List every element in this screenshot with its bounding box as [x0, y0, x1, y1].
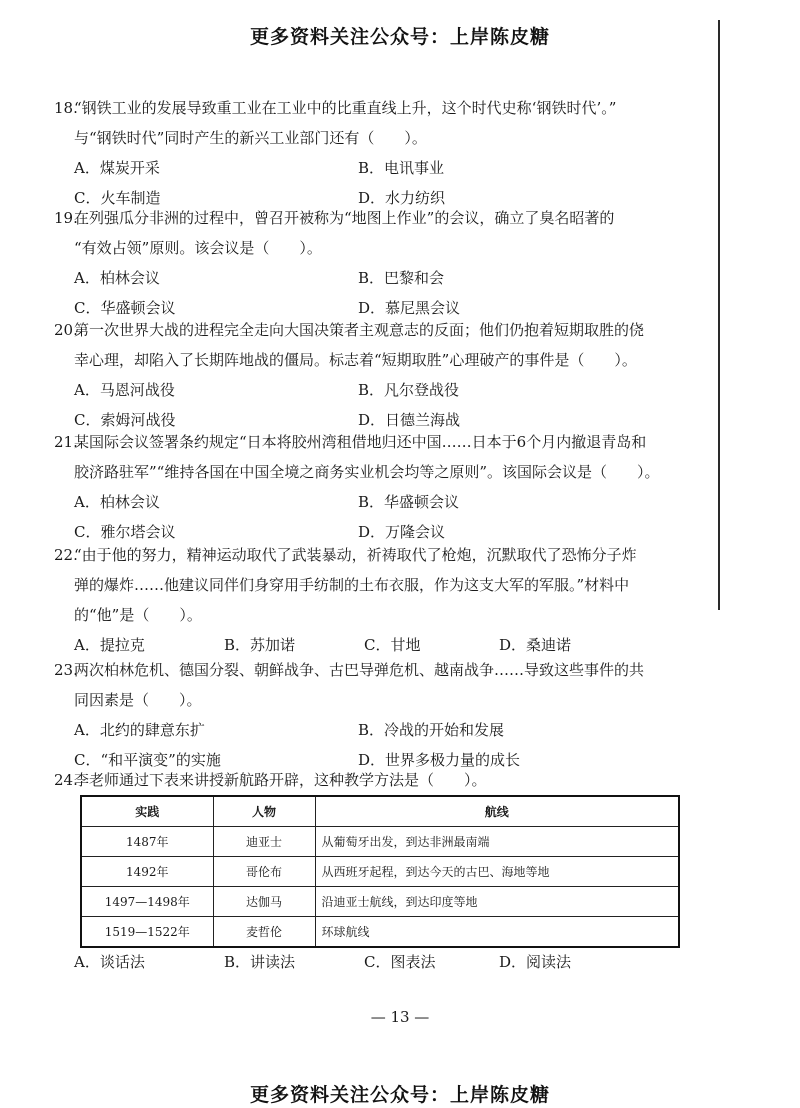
option-d: D．日德兰海战	[358, 411, 461, 429]
header-cell-practice: 实践	[81, 796, 213, 827]
options-row	[54, 263, 684, 293]
table-row	[81, 887, 679, 917]
cell-route: 沿迪亚士航线，到达印度等地	[315, 887, 679, 917]
option-c: C．索姆河战役	[74, 411, 176, 429]
option-b: B．巴黎和会	[358, 269, 445, 287]
cell-person: 麦哲伦	[213, 917, 315, 948]
question-24-options	[54, 947, 684, 977]
cell-route: 从葡萄牙出发，到达非洲最南端	[315, 827, 679, 857]
stem-line: 胶济路驻军”“维持各国在中国全境之商务实业机会均等之原则”。该国际会议是（ ）。	[74, 463, 660, 481]
question-number: 19.	[54, 209, 78, 227]
cell-year: 1497—1498年	[81, 887, 213, 917]
cell-year: 1487年	[81, 827, 213, 857]
option-a: A．柏林会议	[74, 493, 160, 511]
stem-line: 的“他”是（ ）。	[74, 606, 202, 624]
question-23	[54, 655, 684, 775]
cell-person: 达伽马	[213, 887, 315, 917]
option-a: A．柏林会议	[74, 269, 160, 287]
question-19	[54, 203, 684, 323]
option-b: B．电讯事业	[358, 159, 445, 177]
options-row	[54, 947, 684, 977]
question-stem	[54, 93, 684, 123]
option-d: D．阅读法	[499, 953, 572, 971]
header-cell-person: 人物	[213, 796, 315, 827]
question-number: 20.	[54, 321, 78, 339]
cell-route: 从西班牙起程，到达今天的古巴、海地等地	[315, 857, 679, 887]
question-stem	[54, 540, 684, 570]
cell-year: 1492年	[81, 857, 213, 887]
options-row	[54, 153, 684, 183]
option-d: D．万隆会议	[358, 523, 446, 541]
option-a: A．马恩河战役	[74, 381, 175, 399]
page-number: — 13 —	[370, 1008, 430, 1026]
option-d: D．慕尼黑会议	[358, 299, 461, 317]
question-stem	[54, 655, 684, 685]
option-a: A．北约的肆意东扩	[74, 721, 205, 739]
question-number: 24.	[54, 771, 78, 789]
option-b: B．讲读法	[224, 953, 296, 971]
option-d: D．桑迪诺	[499, 636, 572, 654]
navigation-routes-table	[80, 795, 680, 948]
option-c: C．图表法	[364, 953, 436, 971]
stem-line: 李老师通过下表来讲授新航路开辟，这种教学方法是（ ）。	[74, 771, 487, 789]
options-row	[54, 375, 684, 405]
question-20	[54, 315, 684, 435]
cell-person: 哥伦布	[213, 857, 315, 887]
question-stem	[54, 315, 684, 345]
option-c: C．火车制造	[74, 189, 161, 207]
option-a: A．提拉克	[74, 636, 145, 654]
stem-line: 在列强瓜分非洲的过程中，曾召开被称为“地图上作业”的会议，确立了臭名昭著的	[74, 209, 615, 227]
question-24	[54, 765, 684, 795]
stem-line: “钢铁工业的发展导致重工业在工业中的比重直线上升，这个时代史称‘钢铁时代’。”	[74, 99, 617, 117]
stem-line: 弹的爆炸……他建议同伴们身穿用手纺制的土布衣服，作为这支大军的军服。”材料中	[74, 576, 630, 594]
option-d: D．水力纺织	[358, 189, 446, 207]
option-c: C．“和平演变”的实施	[74, 751, 221, 769]
stem-line: 两次柏林危机、德国分裂、朝鲜战争、古巴导弹危机、越南战争……导致这些事件的共	[74, 661, 645, 679]
question-number: 22.	[54, 546, 78, 564]
options-row	[54, 487, 684, 517]
option-c: C．雅尔塔会议	[74, 523, 176, 541]
stem-line: “有效占领”原则。该会议是（ ）。	[74, 239, 322, 257]
option-c: C．华盛顿会议	[74, 299, 176, 317]
option-a: A．煤炭开采	[74, 159, 160, 177]
question-number: 23.	[54, 661, 78, 679]
stem-line: 同因素是（ ）。	[74, 691, 202, 709]
cell-year: 1519—1522年	[81, 917, 213, 948]
option-d: D．世界多极力量的成长	[358, 751, 521, 769]
question-stem	[54, 765, 684, 795]
table-row	[81, 857, 679, 887]
question-stem	[54, 427, 684, 457]
option-b: B．华盛顿会议	[358, 493, 460, 511]
table-header-row	[81, 796, 679, 827]
cell-person: 迪亚士	[213, 827, 315, 857]
question-21	[54, 427, 684, 547]
stem-line: 第一次世界大战的进程完全走向大国决策者主观意志的反面；他们仍抱着短期取胜的侥	[74, 321, 645, 339]
stem-line: 幸心理，却陷入了长期阵地战的僵局。标志着“短期取胜”心理破产的事件是（ ）。	[74, 351, 637, 369]
question-22	[54, 540, 684, 660]
stem-line: 某国际会议签署条约规定“日本将胶州湾租借地归还中国……日本于6个月内撤退青岛和	[74, 433, 647, 451]
stem-line: 与“钢铁时代”同时产生的新兴工业部门还有（ ）。	[74, 129, 427, 147]
option-a: A．谈话法	[74, 953, 145, 971]
option-b: B．冷战的开始和发展	[358, 721, 505, 739]
table-row	[81, 917, 679, 948]
question-number: 18.	[54, 99, 78, 117]
option-b: B．苏加诺	[224, 636, 296, 654]
question-18	[54, 93, 684, 213]
page-header-banner: 更多资料关注公众号：上岸陈皮糖	[249, 26, 550, 48]
scan-edge-line	[718, 20, 720, 610]
table-row	[81, 827, 679, 857]
header-cell-route: 航线	[315, 796, 679, 827]
stem-line: “由于他的努力，精神运动取代了武装暴动，祈祷取代了枪炮，沉默取代了恐怖分子炸	[74, 546, 637, 564]
options-row	[54, 715, 684, 745]
question-stem	[54, 203, 684, 233]
option-b: B．凡尔登战役	[358, 381, 460, 399]
page-footer-banner: 更多资料关注公众号：上岸陈皮糖	[249, 1084, 550, 1106]
cell-route: 环球航线	[315, 917, 679, 948]
option-c: C．甘地	[364, 636, 421, 654]
question-number: 21.	[54, 433, 78, 451]
